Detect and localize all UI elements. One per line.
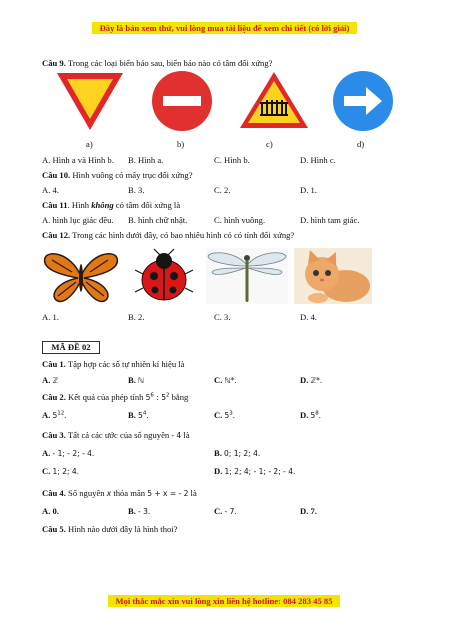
question-9-label: Câu 9.: [42, 58, 66, 68]
c2-option-b[interactable]: B. $5^4$.: [128, 410, 149, 420]
c4-option-d[interactable]: [300, 506, 317, 516]
q9-option-d[interactable]: D. Hình c.: [300, 155, 336, 165]
q10-option-c[interactable]: C. 2.: [214, 185, 231, 195]
c2-base-c: 5: [224, 411, 230, 420]
c2-expr-exp1: 6: [150, 392, 154, 399]
question-9: [42, 58, 272, 68]
question-11-emphasis: không: [91, 200, 114, 210]
c3-value-d: 1; 2; 4; - 1; - 2; - 4.: [224, 467, 296, 476]
c3-label: Câu 3.: [42, 430, 66, 440]
q11-option-c[interactable]: C. hình vuông.: [214, 215, 266, 225]
q12-option-d[interactable]: D. 4.: [300, 312, 317, 322]
c1-question: [42, 359, 184, 369]
c2-base-d: 5: [310, 411, 316, 420]
c1-value-d: ℤ*.: [310, 376, 323, 385]
c3-value-c: 1; 2; 4.: [52, 467, 80, 476]
c2-label: Câu 2.: [42, 392, 66, 402]
c4-text-a: Số nguyên: [65, 488, 107, 498]
c2-text-b: bằng: [169, 392, 189, 402]
c3-letter-a: A.: [42, 448, 51, 458]
c4-question: [42, 488, 197, 498]
dragonfly-image: [206, 248, 288, 304]
c4-letter-b: B.: [128, 506, 136, 516]
c2-exp-b: 4: [142, 410, 147, 417]
animal-pictures: [42, 248, 372, 304]
c3-value-a: - 1; - 2; - 4.: [52, 449, 95, 458]
c4-letter-c: C.: [214, 506, 223, 516]
c2-expr-base1: 5: [145, 393, 151, 402]
question-12: [42, 230, 294, 240]
c1-option-b[interactable]: [128, 375, 144, 385]
c2-option-d[interactable]: D. $5^8$.: [300, 410, 321, 420]
butterfly-image: [42, 248, 120, 304]
c2-base-a: 5: [52, 411, 58, 420]
c4-option-a[interactable]: [42, 506, 59, 516]
c4-letter-d: D. 7.: [300, 506, 317, 516]
question-12-label: Câu 12.: [42, 230, 71, 240]
q11-option-b[interactable]: B. hình chữ nhật.: [128, 215, 188, 225]
c4-label: Câu 4.: [42, 488, 66, 498]
q12-option-b[interactable]: B. 2.: [128, 312, 145, 322]
c1-option-c[interactable]: [214, 375, 237, 385]
question-10-text: Hình vuông có mấy trục đối xứng?: [70, 170, 193, 180]
c5-text: Hình nào dưới đây là hình thoi?: [65, 524, 178, 534]
question-11-text-b: có tâm đối xứng là: [113, 200, 181, 210]
c2-letter-a: A.: [42, 410, 51, 420]
c4-option-b[interactable]: [128, 506, 150, 516]
c1-value-b: ℕ: [138, 376, 145, 385]
c3-letter-c: C.: [42, 466, 51, 476]
exam-code-box: MÃ ĐỀ 02: [42, 341, 100, 354]
c1-letter-b: B.: [128, 375, 136, 385]
question-10-label: Câu 10.: [42, 170, 71, 180]
c4-value-c: - 7.: [224, 507, 237, 516]
c2-letter-c: C.: [214, 410, 223, 420]
direction-arrow-sign-icon: [332, 70, 394, 132]
question-11-text-a: . Hình: [67, 200, 92, 210]
c2-value-d: [311, 411, 319, 420]
c2-value-a: [53, 411, 65, 420]
hotline-banner: Mọi thắc mắc xin vui lòng xin liên hệ hotline: 084 283 45 85: [108, 595, 340, 607]
c4-text-c: là: [188, 488, 197, 498]
c4-option-c[interactable]: [214, 506, 237, 516]
c2-expr-base2: 5: [161, 393, 166, 402]
question-10: [42, 170, 193, 180]
q9-option-c[interactable]: C. Hình b.: [214, 155, 250, 165]
kitten-image: [294, 248, 372, 304]
q10-option-a[interactable]: A. 4.: [42, 185, 59, 195]
c1-label: Câu 1.: [42, 359, 66, 369]
question-12-text: Trong các hình dưới đây, có bao nhiêu hình có có tính đối xứng?: [70, 230, 295, 240]
c3-value-b: 0; 1; 2; 4.: [224, 449, 261, 458]
c1-letter-d: D.: [300, 375, 309, 385]
c3-option-b[interactable]: [214, 448, 260, 458]
c2-exp-d: 8: [315, 410, 319, 417]
q10-option-d[interactable]: D. 1.: [300, 185, 317, 195]
question-9-text: Trong các loại biển báo sau, biển báo nào có tâm đối xứng?: [65, 58, 273, 68]
yield-sign-icon: [55, 70, 125, 132]
c2-question: [42, 392, 188, 402]
c3-letter-d: D.: [214, 466, 223, 476]
c3-option-a[interactable]: [42, 448, 94, 458]
c1-text: Tập hợp các số tự nhiên kí hiệu là: [65, 359, 185, 369]
c3-text-a: Tất cả các ước của số nguyên: [65, 430, 172, 440]
q9-option-a[interactable]: A. Hình a và Hình b.: [42, 155, 114, 165]
c5-label: Câu 5.: [42, 524, 66, 534]
c2-value-c: [225, 411, 233, 420]
c4-equation: 5 + x = - 2: [147, 489, 189, 498]
sign-label-d: d): [357, 139, 365, 149]
q9-option-b[interactable]: B. Hình a.: [128, 155, 164, 165]
q11-option-d[interactable]: D. hình tam giác.: [300, 215, 360, 225]
c5-question: [42, 524, 177, 534]
c2-option-c[interactable]: C. $5^3$.: [214, 410, 235, 420]
question-11-label: Câu 11: [42, 200, 68, 210]
ladybug-image: [130, 248, 198, 304]
c2-value-b: [138, 411, 146, 420]
sign-label-b: b): [177, 139, 185, 149]
q11-option-a[interactable]: A. hình lục giác đều.: [42, 215, 114, 225]
sign-label-c: c): [266, 139, 273, 149]
c3-option-c[interactable]: [42, 466, 79, 476]
c4-value-b: - 3.: [138, 507, 151, 516]
c2-expr-exp2: 2: [165, 392, 170, 399]
c2-letter-b: B.: [128, 410, 136, 420]
c3-option-d[interactable]: [214, 466, 295, 476]
c4-letter-a: A. 0.: [42, 506, 59, 516]
q12-option-c[interactable]: C. 3.: [214, 312, 231, 322]
c1-letter-c: C.: [214, 375, 223, 385]
c4-text-b: thỏa mãn: [111, 488, 148, 498]
c3-letter-b: B.: [214, 448, 222, 458]
railway-crossing-sign-icon: [238, 70, 310, 132]
c2-exp-a: 12: [57, 410, 65, 417]
c3-text-b: là: [181, 430, 190, 440]
c3-number: - 4: [171, 431, 182, 440]
c2-exp-c: 3: [229, 410, 233, 417]
no-entry-sign-icon: [151, 70, 213, 132]
c4-var: x: [106, 489, 112, 498]
c2-letter-d: D.: [300, 410, 309, 420]
traffic-signs: [55, 70, 395, 132]
sign-label-a: a): [86, 139, 93, 149]
c1-option-a[interactable]: [42, 375, 58, 385]
c1-value-c: ℕ*.: [224, 376, 237, 385]
c3-question: [42, 430, 190, 440]
preview-banner: Đây là bản xem thử, vui lòng mua tài liệu để xem chi tiết (có lời giải): [92, 22, 357, 34]
q10-option-b[interactable]: B. 3.: [128, 185, 145, 195]
c2-expression: $5^6$ : $5^2$: [145, 392, 170, 402]
c2-option-a[interactable]: A. $5^{12}$.: [42, 410, 67, 420]
c1-letter-a: A.: [42, 375, 51, 385]
c1-option-d[interactable]: [300, 375, 322, 385]
c2-text-a: Kết quả của phép tính: [65, 392, 146, 402]
question-11: [42, 200, 180, 210]
q12-option-a[interactable]: A. 1.: [42, 312, 59, 322]
c2-base-b: 5: [138, 411, 143, 420]
c1-value-a: ℤ: [52, 376, 59, 385]
